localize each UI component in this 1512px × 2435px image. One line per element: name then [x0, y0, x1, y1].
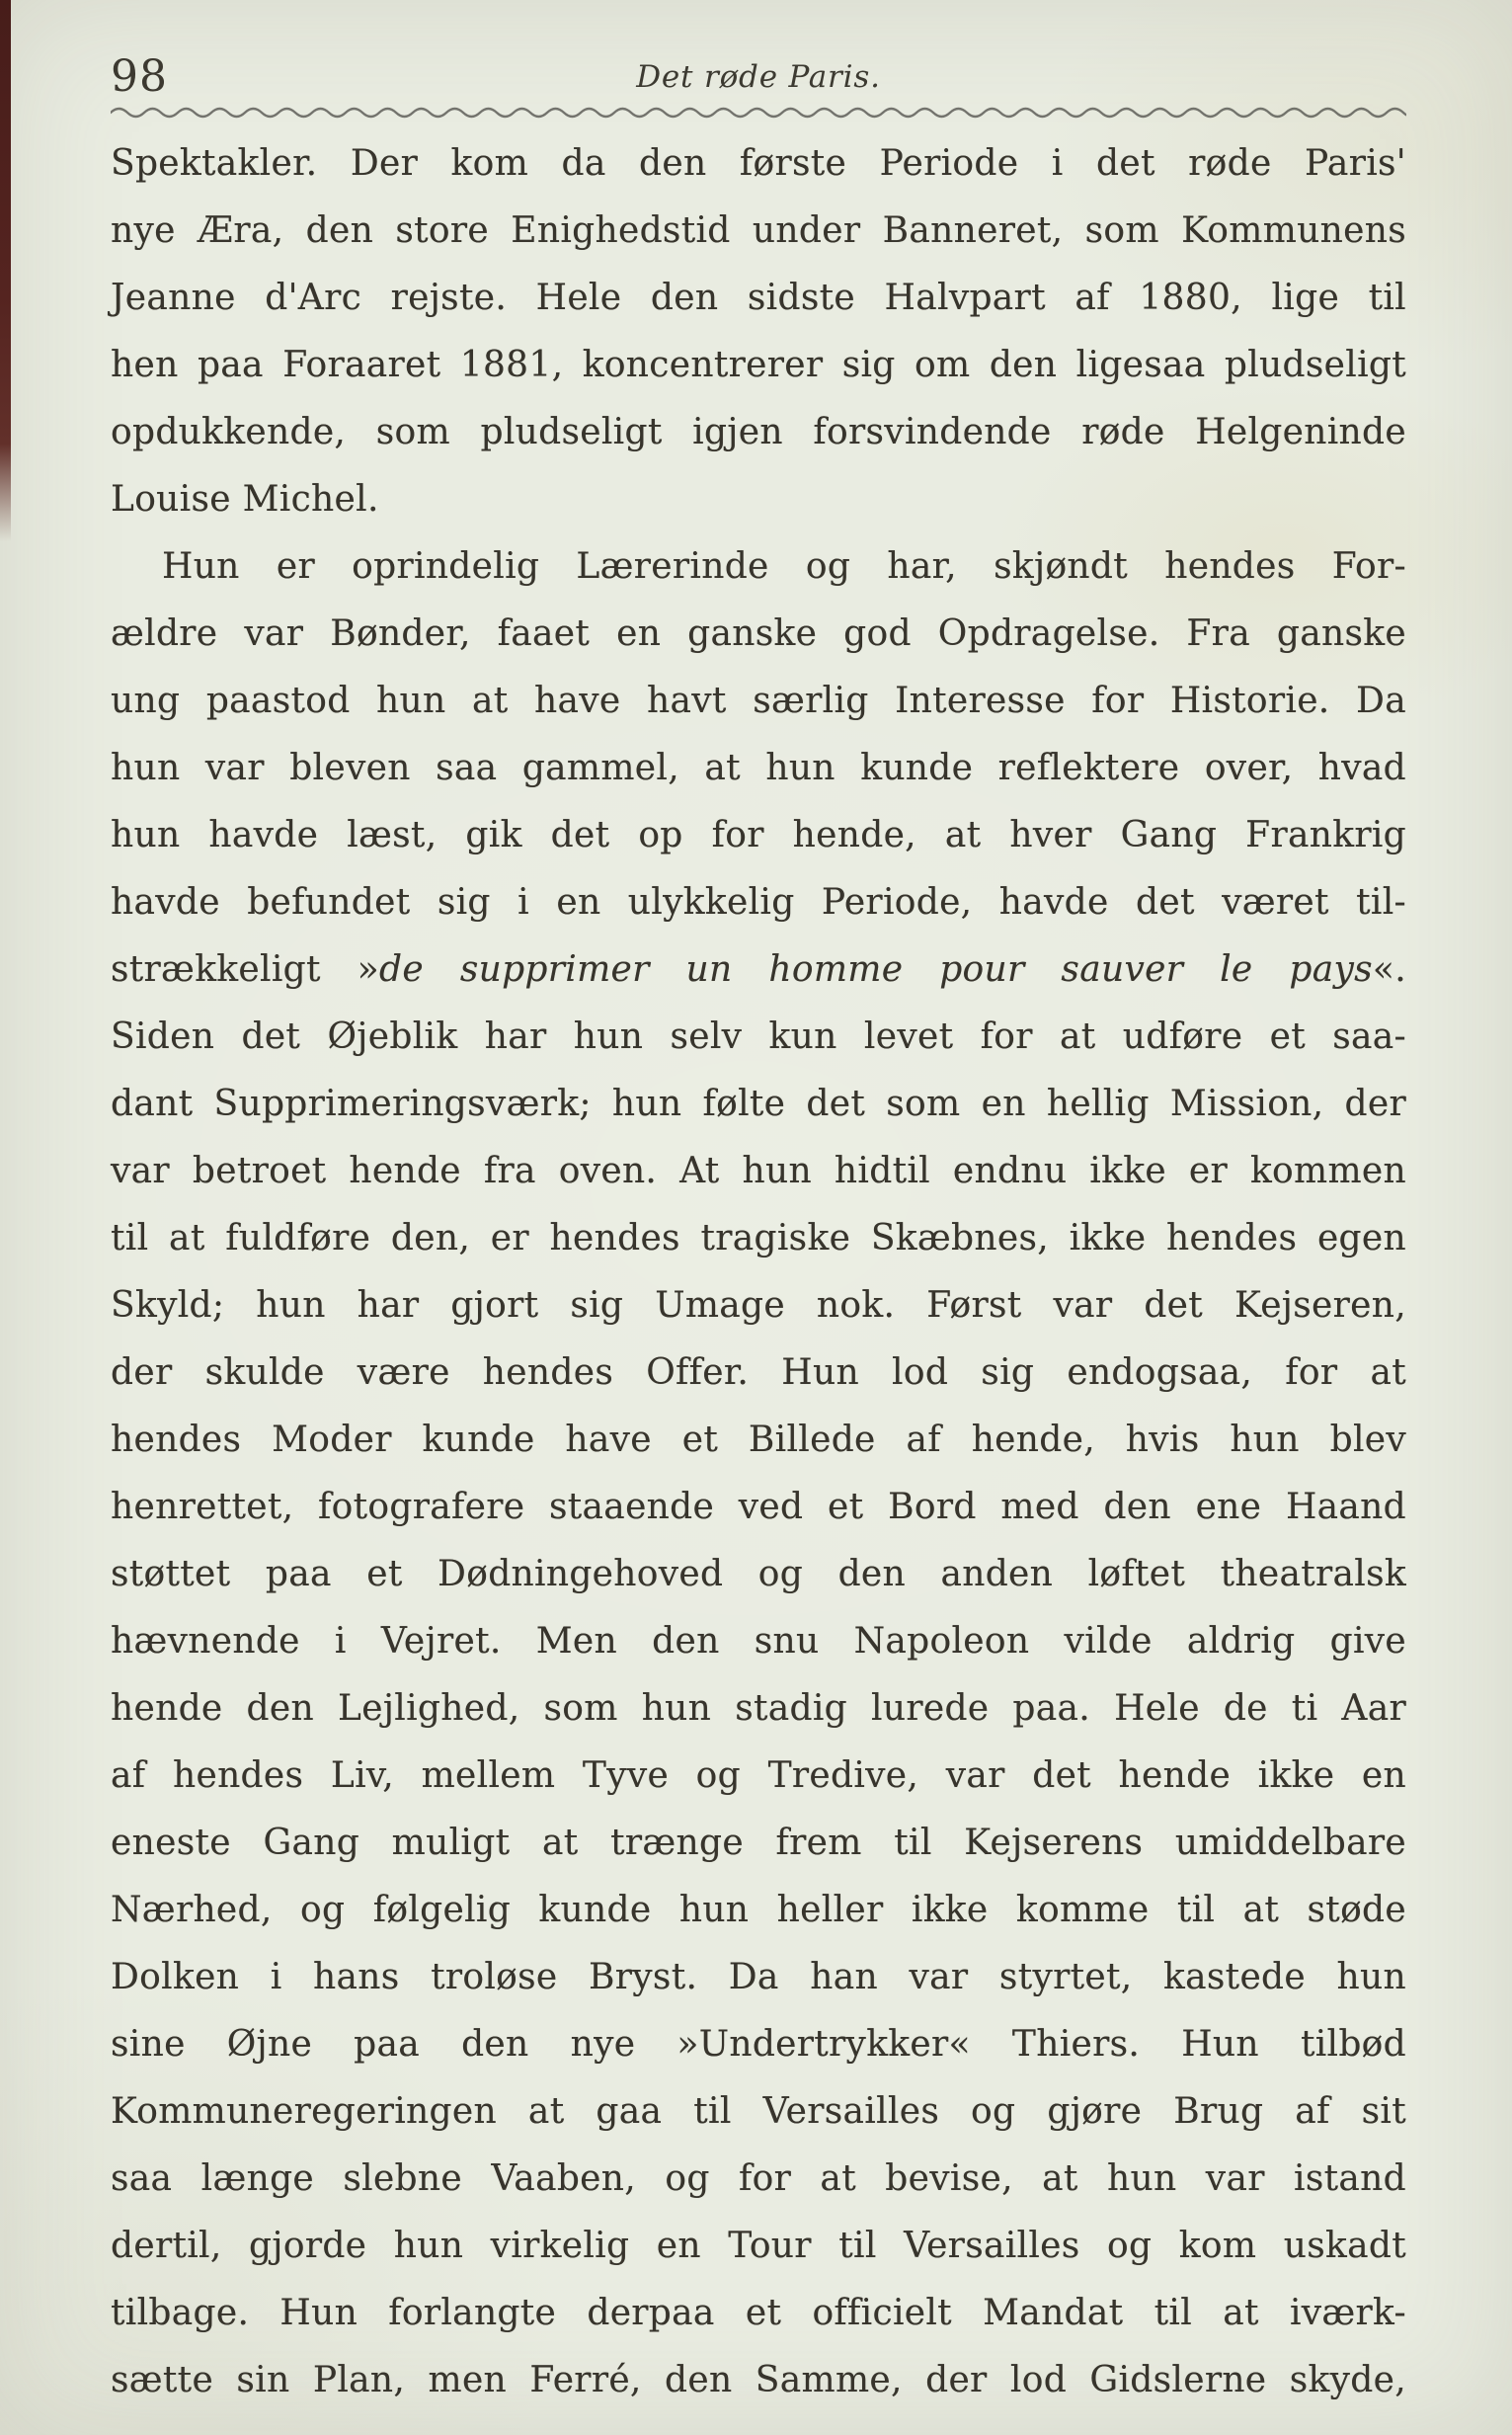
- text-line-quote: [111, 936, 1406, 1004]
- text-line: hævnende i Vejret. Men den snu Napoleon vilde aldrig give: [111, 1621, 1406, 1662]
- text-line: dertil, gjorde hun virkelig en Tour til Versailles og kom uskadt: [111, 2226, 1406, 2266]
- text-line: Nærhed, og følgelig kunde hun heller ikke komme til at støde: [111, 1890, 1406, 1930]
- text-line: ældre var Bønder, faaet en ganske god Opdragelse. Fra ganske: [111, 613, 1406, 654]
- text-line: ung paastod hun at have havt særlig Interesse for Historie. Da: [111, 681, 1406, 721]
- running-title: Det røde Paris.: [636, 59, 881, 95]
- text-line: havde befundet sig i en ulykkelig Periode, havde det været til-: [111, 882, 1406, 923]
- text-line: opdukkende, som pludseligt igjen forsvindende røde Helgeninde: [111, 412, 1406, 452]
- quote-pre: strækkeligt »: [111, 949, 379, 990]
- text-line: Siden det Øjeblik har hun selv kun levet for at udføre et saa-: [111, 1016, 1406, 1057]
- text-line: nye Æra, den store Enighedstid under Banneret, som Kommunens: [111, 210, 1406, 251]
- text-line: til at fuldføre den, er hendes tragiske Skæbnes, ikke hendes egen: [111, 1218, 1406, 1258]
- text-line: der skulde være hendes Offer. Hun lod sig endogsaa, for at: [111, 1352, 1406, 1393]
- text-line: støttet paa et Dødningehoved og den anden løftet theatralsk: [111, 1554, 1406, 1594]
- text-line: af hendes Liv, mellem Tyve og Tredive, var det hende ikke en: [111, 1755, 1406, 1796]
- text-line: Skyld; hun har gjort sig Umage nok. Først var det Kejseren,: [111, 1285, 1406, 1326]
- text-line: hende den Lejlighed, som hun stadig lurede paa. Hele de ti Aar: [111, 1688, 1406, 1729]
- text-line: Spektakler. Der kom da den første Periode i det røde Paris': [111, 143, 1406, 184]
- text-line: hun havde læst, gik det op for hende, at hver Gang Frankrig: [111, 815, 1406, 855]
- text-line: Kommuneregeringen at gaa til Versailles og gjøre Brug af sit: [111, 2091, 1406, 2132]
- text-line: Dolken i hans troløse Bryst. Da han var styrtet, kastede hun: [111, 1957, 1406, 1997]
- page-header: [111, 51, 1406, 101]
- page-body: [111, 130, 1406, 2414]
- text-line: sætte sin Plan, men Ferré, den Samme, der lod Gidslerne skyde,: [111, 2360, 1406, 2400]
- quote-post: «.: [1372, 949, 1406, 990]
- text-line: Louise Michel.: [111, 479, 379, 520]
- text-line: henrettet, fotografere staaende ved et Bord med den ene Haand: [111, 1487, 1406, 1527]
- text-line: Jeanne d'Arc rejste. Hele den sidste Halvpart af 1880, lige til: [111, 278, 1406, 318]
- text-line: dant Supprimeringsværk; hun følte det som en hellig Mission, der: [111, 1084, 1406, 1124]
- quote-italic: de supprimer un homme pour sauver le pays: [378, 949, 1373, 990]
- text-line: eneste Gang muligt at trænge frem til Kejserens umiddelbare: [111, 1823, 1406, 1863]
- wavy-divider: [111, 101, 1406, 124]
- text-line: Hun er oprindelig Lærerinde og har, skjøndt hendes For-: [162, 546, 1406, 587]
- paragraph-2: [111, 533, 1406, 2414]
- text-line: hen paa Foraaret 1881, koncentrerer sig om den ligesaa pludseligt: [111, 345, 1406, 385]
- page-number: 98: [111, 51, 168, 102]
- wavy-divider-path: [111, 109, 1406, 117]
- text-line: var betroet hende fra oven. At hun hidtil endnu ikke er kommen: [111, 1151, 1406, 1191]
- text-line: hun var bleven saa gammel, at hun kunde reflektere over, hvad: [111, 748, 1406, 788]
- text-line: sine Øjne paa den nye »Undertrykker« Thiers. Hun tilbød: [111, 2024, 1406, 2065]
- text-line: hendes Moder kunde have et Billede af hende, hvis hun blev: [111, 1420, 1406, 1460]
- paragraph-1: [111, 130, 1406, 533]
- text-line: saa længe slebne Vaaben, og for at bevise, at hun var istand: [111, 2158, 1406, 2199]
- text-line: tilbage. Hun forlangte derpaa et officielt Mandat til at iværk-: [111, 2293, 1406, 2333]
